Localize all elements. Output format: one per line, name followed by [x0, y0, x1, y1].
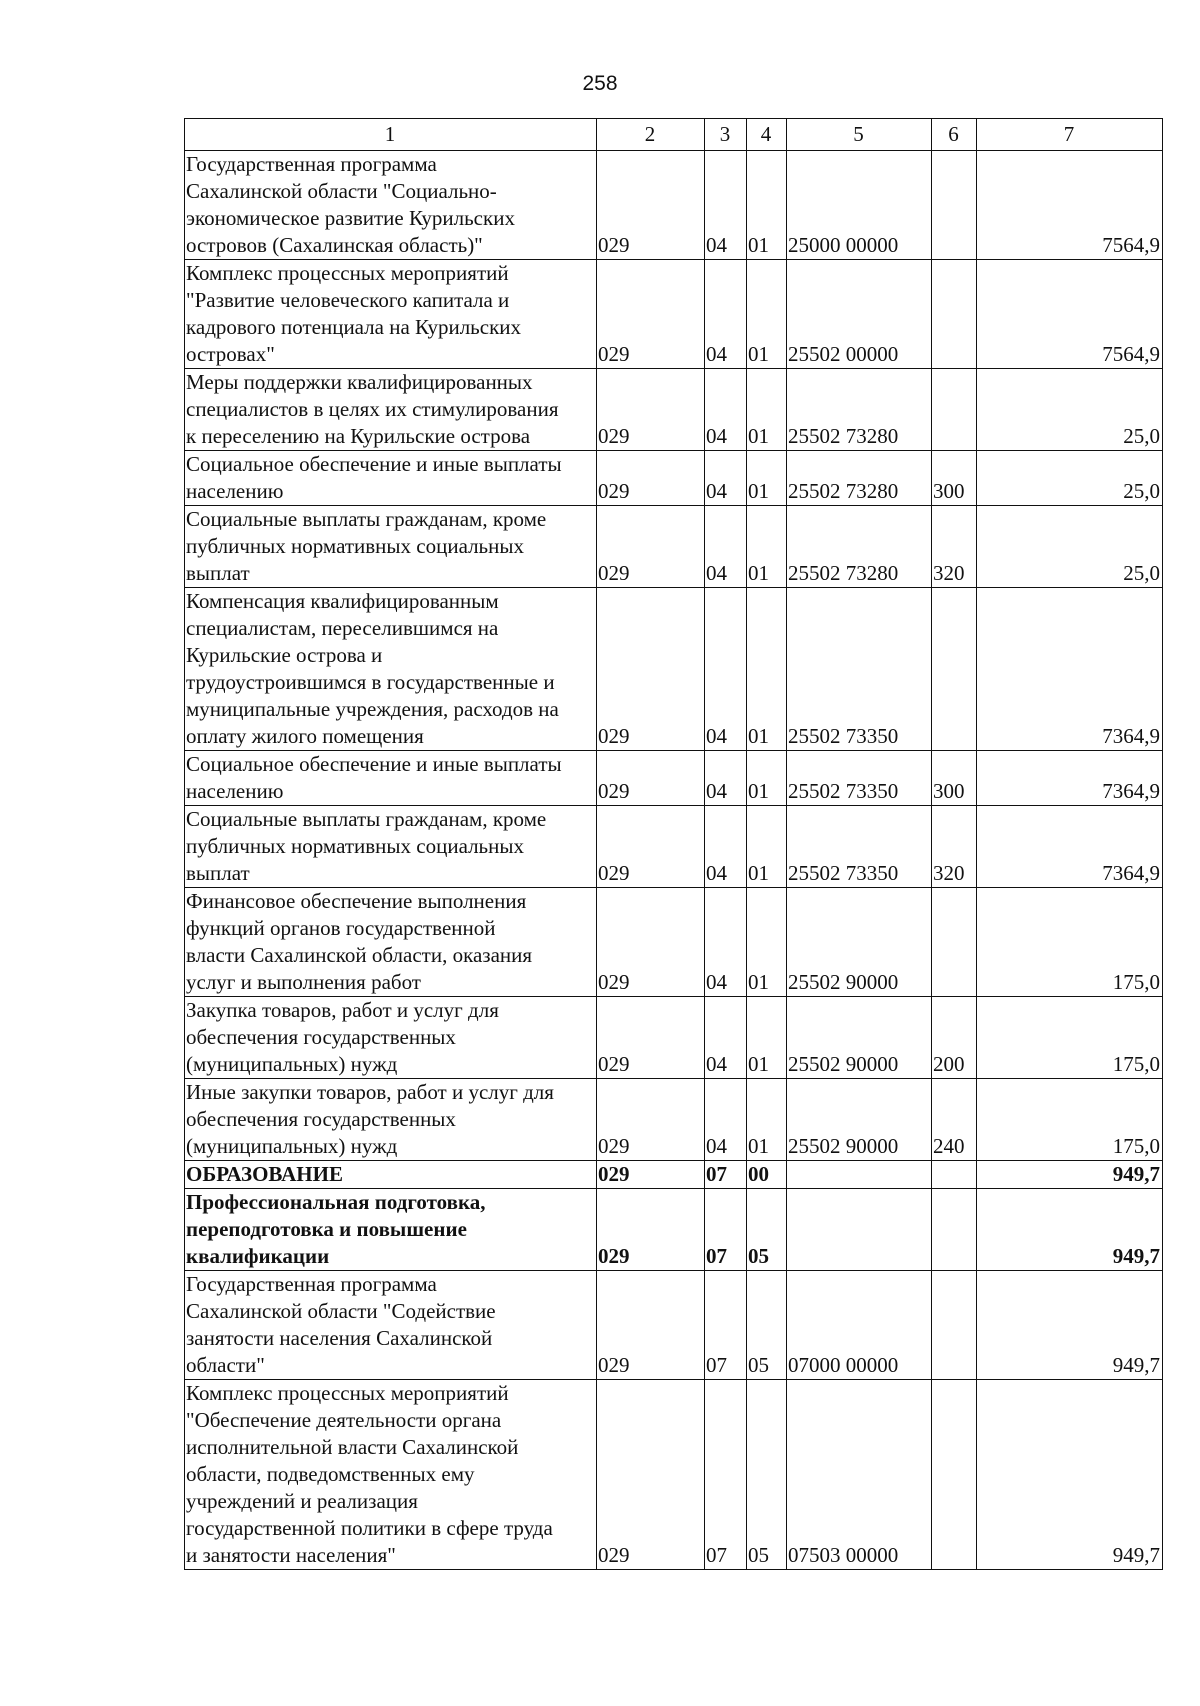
- target-article-cell: 25000 00000: [787, 151, 932, 260]
- amount-cell: 25,0: [977, 369, 1163, 451]
- code-cell: 029: [597, 260, 705, 369]
- table-row: [185, 451, 1163, 506]
- table-row: [185, 369, 1163, 451]
- table-row: [185, 1079, 1163, 1161]
- target-article-cell: [787, 1189, 932, 1271]
- section-cell: 04: [705, 1079, 747, 1161]
- code-cell: 029: [597, 369, 705, 451]
- column-header: 6: [932, 119, 977, 151]
- section-cell: 07: [705, 1271, 747, 1380]
- subsection-cell: 01: [747, 506, 787, 588]
- subsection-cell: 01: [747, 997, 787, 1079]
- amount-cell: 7564,9: [977, 151, 1163, 260]
- expense-type-cell: [932, 588, 977, 751]
- code-cell: 029: [597, 451, 705, 506]
- row-name-cell: Комплекс процессных мероприятий "Обеспечение деятельности органа исполнительной власти Сахалинской области, подведомственных ему учреждений и реализация государственной политики в сфере труда и занятости населения": [185, 1380, 597, 1570]
- amount-cell: 175,0: [977, 888, 1163, 997]
- table-row: [185, 1189, 1163, 1271]
- amount-cell: 7364,9: [977, 751, 1163, 806]
- target-article-cell: 25502 73280: [787, 369, 932, 451]
- code-cell: 029: [597, 806, 705, 888]
- table-row: [185, 888, 1163, 997]
- target-article-cell: 25502 90000: [787, 888, 932, 997]
- target-article-cell: 25502 90000: [787, 997, 932, 1079]
- row-name-cell: Государственная программа Сахалинской области "Содействие занятости населения Сахалинской области": [185, 1271, 597, 1380]
- code-cell: 029: [597, 1271, 705, 1380]
- expense-type-cell: [932, 888, 977, 997]
- amount-cell: 7364,9: [977, 806, 1163, 888]
- target-article-cell: 25502 73350: [787, 751, 932, 806]
- expense-type-cell: [932, 369, 977, 451]
- code-cell: 029: [597, 751, 705, 806]
- row-name-cell: Социальное обеспечение и иные выплаты населению: [185, 451, 597, 506]
- subsection-cell: 01: [747, 1079, 787, 1161]
- amount-cell: 25,0: [977, 506, 1163, 588]
- code-cell: 029: [597, 151, 705, 260]
- section-cell: 04: [705, 888, 747, 997]
- row-name-cell: Социальные выплаты гражданам, кроме публичных нормативных социальных выплат: [185, 806, 597, 888]
- table-header-row: [185, 119, 1163, 151]
- amount-cell: 7564,9: [977, 260, 1163, 369]
- row-name-cell: Профессиональная подготовка, переподготовка и повышение квалификации: [185, 1189, 597, 1271]
- expense-type-cell: [932, 1161, 977, 1189]
- subsection-cell: 01: [747, 151, 787, 260]
- table-row: [185, 751, 1163, 806]
- subsection-cell: 01: [747, 260, 787, 369]
- row-name-cell: Социальное обеспечение и иные выплаты населению: [185, 751, 597, 806]
- table-row: [185, 1271, 1163, 1380]
- column-header: 2: [597, 119, 705, 151]
- expense-type-cell: 300: [932, 451, 977, 506]
- amount-cell: 949,7: [977, 1189, 1163, 1271]
- expense-type-cell: [932, 1271, 977, 1380]
- target-article-cell: [787, 1161, 932, 1189]
- table-row: [185, 260, 1163, 369]
- amount-cell: 949,7: [977, 1161, 1163, 1189]
- code-cell: 029: [597, 1161, 705, 1189]
- code-cell: 029: [597, 1380, 705, 1570]
- table-row: [185, 588, 1163, 751]
- expense-type-cell: [932, 1189, 977, 1271]
- expense-type-cell: [932, 151, 977, 260]
- target-article-cell: 25502 73280: [787, 451, 932, 506]
- code-cell: 029: [597, 588, 705, 751]
- section-cell: 04: [705, 806, 747, 888]
- row-name-cell: Меры поддержки квалифицированных специалистов в целях их стимулирования к переселению на Курильские острова: [185, 369, 597, 451]
- subsection-cell: 05: [747, 1271, 787, 1380]
- section-cell: 04: [705, 997, 747, 1079]
- subsection-cell: 01: [747, 451, 787, 506]
- subsection-cell: 01: [747, 888, 787, 997]
- target-article-cell: 25502 73350: [787, 588, 932, 751]
- table-row: [185, 1161, 1163, 1189]
- code-cell: 029: [597, 506, 705, 588]
- column-header: 5: [787, 119, 932, 151]
- row-name-cell: ОБРАЗОВАНИЕ: [185, 1161, 597, 1189]
- section-cell: 07: [705, 1380, 747, 1570]
- row-name-cell: Иные закупки товаров, работ и услуг для обеспечения государственных (муниципальных) нужд: [185, 1079, 597, 1161]
- target-article-cell: 07503 00000: [787, 1380, 932, 1570]
- column-header: 3: [705, 119, 747, 151]
- code-cell: 029: [597, 888, 705, 997]
- table-row: [185, 997, 1163, 1079]
- amount-cell: 175,0: [977, 1079, 1163, 1161]
- target-article-cell: 25502 90000: [787, 1079, 932, 1161]
- code-cell: 029: [597, 1189, 705, 1271]
- subsection-cell: 01: [747, 806, 787, 888]
- row-name-cell: Социальные выплаты гражданам, кроме публичных нормативных социальных выплат: [185, 506, 597, 588]
- expense-type-cell: [932, 1380, 977, 1570]
- table-row: [185, 506, 1163, 588]
- target-article-cell: 25502 00000: [787, 260, 932, 369]
- subsection-cell: 01: [747, 588, 787, 751]
- table-row: [185, 151, 1163, 260]
- section-cell: 07: [705, 1189, 747, 1271]
- code-cell: 029: [597, 997, 705, 1079]
- row-name-cell: Комплекс процессных мероприятий "Развитие человеческого капитала и кадрового потенциала на Курильских островах": [185, 260, 597, 369]
- section-cell: 04: [705, 506, 747, 588]
- subsection-cell: 05: [747, 1189, 787, 1271]
- expense-type-cell: 320: [932, 806, 977, 888]
- row-name-cell: Финансовое обеспечение выполнения функций органов государственной власти Сахалинской области, оказания услуг и выполнения работ: [185, 888, 597, 997]
- subsection-cell: 05: [747, 1380, 787, 1570]
- row-name-cell: Компенсация квалифицированным специалистам, переселившимся на Курильские острова и трудоустроившимся в государственные и муниципальные учреждения, расходов на оплату жилого помещения: [185, 588, 597, 751]
- table-row: [185, 806, 1163, 888]
- column-header: 4: [747, 119, 787, 151]
- page-number: 258: [582, 72, 618, 95]
- target-article-cell: 25502 73280: [787, 506, 932, 588]
- expense-type-cell: 240: [932, 1079, 977, 1161]
- budget-table: [184, 118, 1163, 1570]
- amount-cell: 949,7: [977, 1380, 1163, 1570]
- amount-cell: 25,0: [977, 451, 1163, 506]
- code-cell: 029: [597, 1079, 705, 1161]
- section-cell: 04: [705, 751, 747, 806]
- section-cell: 04: [705, 588, 747, 751]
- column-header: 1: [185, 119, 597, 151]
- row-name-cell: Закупка товаров, работ и услуг для обеспечения государственных (муниципальных) нужд: [185, 997, 597, 1079]
- column-header: 7: [977, 119, 1163, 151]
- expense-type-cell: 320: [932, 506, 977, 588]
- target-article-cell: 07000 00000: [787, 1271, 932, 1380]
- amount-cell: 175,0: [977, 997, 1163, 1079]
- target-article-cell: 25502 73350: [787, 806, 932, 888]
- amount-cell: 949,7: [977, 1271, 1163, 1380]
- section-cell: 04: [705, 151, 747, 260]
- section-cell: 04: [705, 451, 747, 506]
- section-cell: 04: [705, 369, 747, 451]
- subsection-cell: 01: [747, 751, 787, 806]
- table-row: [185, 1380, 1163, 1570]
- subsection-cell: 01: [747, 369, 787, 451]
- expense-type-cell: [932, 260, 977, 369]
- section-cell: 07: [705, 1161, 747, 1189]
- expense-type-cell: 300: [932, 751, 977, 806]
- section-cell: 04: [705, 260, 747, 369]
- amount-cell: 7364,9: [977, 588, 1163, 751]
- subsection-cell: 00: [747, 1161, 787, 1189]
- row-name-cell: Государственная программа Сахалинской области "Социально- экономическое развитие Курильских островов (Сахалинская область)": [185, 151, 597, 260]
- expense-type-cell: 200: [932, 997, 977, 1079]
